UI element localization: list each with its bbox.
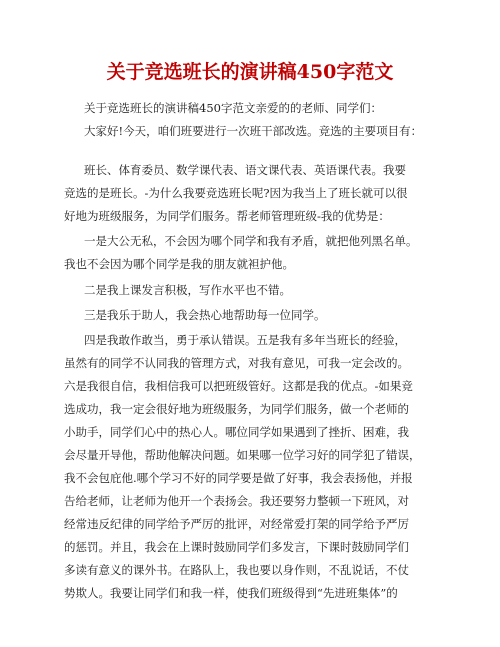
body-line: 四是我敢作敢当，勇于承认错误。五是我有多年当班长的经验，	[84, 333, 406, 347]
body-line: 三是我乐于助人，我会热心地帮助每一位同学。	[84, 308, 326, 322]
body-line: 一是大公无私，不会因为哪个同学和我有矛盾，就把他列黑名单。	[84, 234, 418, 248]
document-title: 关于竞选班长的演讲稿450字范文	[106, 61, 394, 83]
body-line: 我不会包庇他.哪个学习不好的同学要是做了好事，我会表扬他，并报	[64, 471, 413, 485]
body-line: 告给老师，让老师为他开一个表扬会。我还要努力整顿一下班风，对	[64, 494, 409, 508]
body-line: 班长、体育委员、数学课代表、语文课代表、英语课代表。我要	[84, 163, 406, 177]
body-line: 多读有意义的课外书。在路队上，我也要以身作则，不乱说话，不仗	[64, 563, 409, 577]
body-line: 好地为班级服务，为同学们服务。帮老师管理班级-我的优势是：	[64, 209, 390, 223]
body-line: 六是我很自信，我相信我可以把班级管好。这都是我的优点。-如果竞	[64, 379, 413, 393]
body-line: 大家好!今天，咱们班要进行一次班干部改选。竞选的主要项目有：	[84, 124, 423, 138]
body-line: 的惩罚。并且，我会在上课时鼓励同学们多发言，下课时鼓励同学们	[64, 540, 409, 554]
body-line: 势欺人。我要让同学们和我一样，使我们班级得到“先进班集体”的	[64, 586, 398, 600]
body-line: 竞选的是班长。-为什么我要竞选班长呢?因为我当上了班长就可以很	[64, 186, 408, 200]
body-line: 经常违反纪律的同学给予严厉的批评，对经常爱打架的同学给予严厉	[64, 517, 409, 531]
body-line: 二是我上课发言积极，写作水平也不错。	[84, 283, 291, 297]
body-line: 小助手，同学们心中的热心人。哪位同学如果遇到了挫折、困难，我	[64, 425, 409, 439]
body-line: 虽然有的同学不认同我的管理方式，对我有意见，可我一定会改的。	[64, 356, 409, 370]
body-line: 我也不会因为哪个同学是我的朋友就袒护他。	[64, 257, 294, 271]
body-line: 选成功，我一定会很好地为班级服务，为同学们服务，做一个老师的	[64, 402, 409, 416]
body-line: 会尽量开导他，帮助他解决问题。如果哪一位学习好的同学犯了错误，	[64, 448, 421, 462]
body-line: 关于竞选班长的演讲稿450字范文亲爱的的老师、同学们：	[84, 101, 382, 115]
